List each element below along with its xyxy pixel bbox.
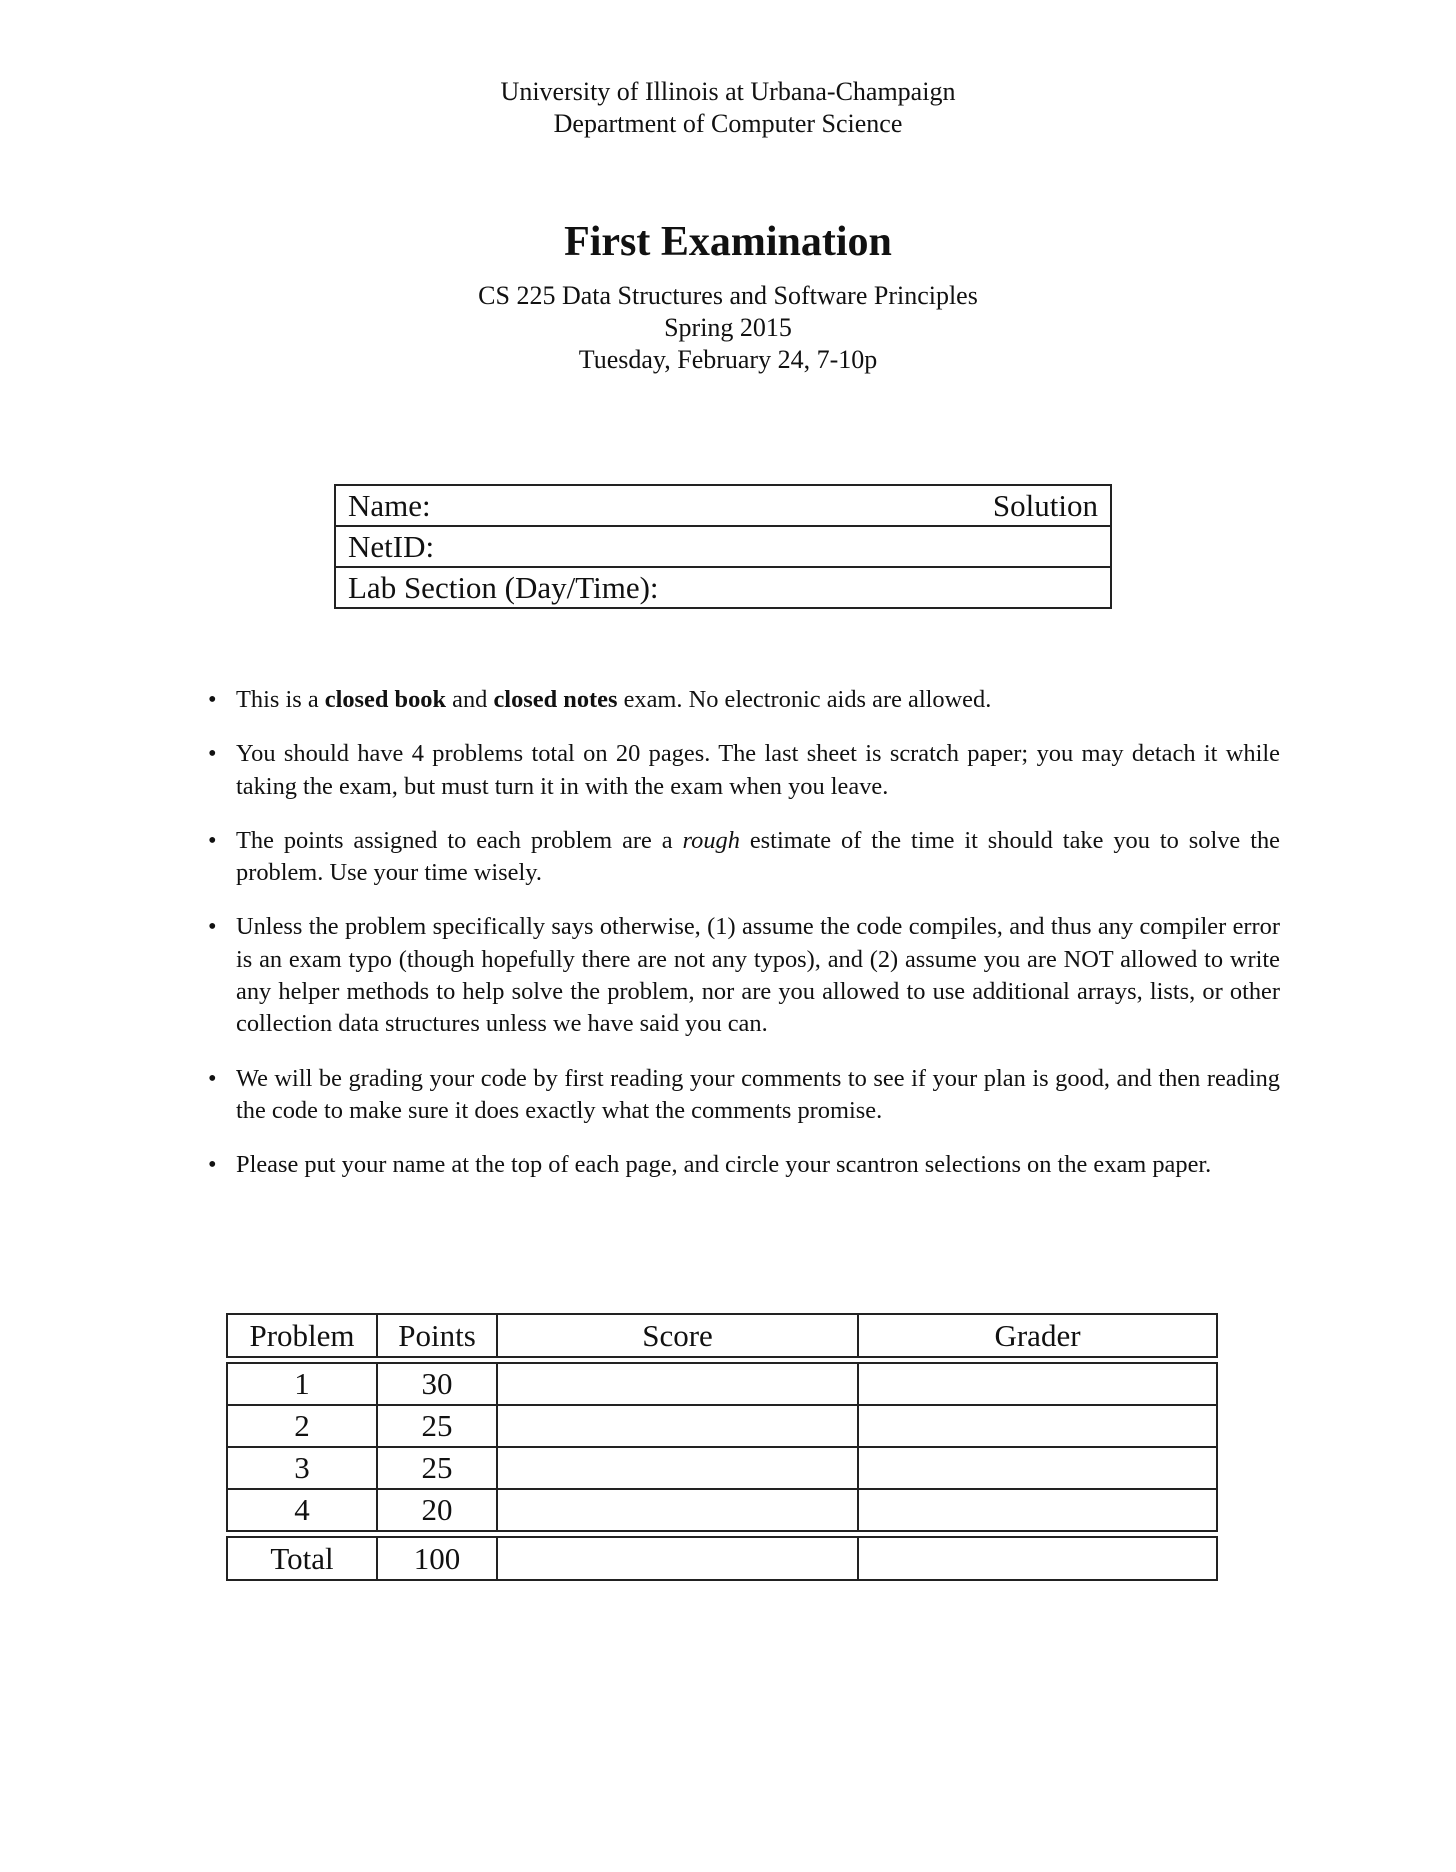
lab-section-row bbox=[335, 567, 1111, 608]
header-problem: Problem bbox=[226, 1313, 376, 1358]
total-label: Total bbox=[226, 1536, 376, 1581]
score-cell[interactable] bbox=[496, 1404, 857, 1446]
netid-field[interactable] bbox=[335, 526, 1111, 567]
table-row bbox=[226, 1488, 1218, 1532]
score-table-header bbox=[226, 1313, 1218, 1358]
grader-cell[interactable] bbox=[857, 1404, 1218, 1446]
total-points: 100 bbox=[376, 1536, 496, 1581]
table-row bbox=[226, 1446, 1218, 1488]
table-row bbox=[226, 1404, 1218, 1446]
score-table bbox=[226, 1313, 1218, 1581]
bullet-icon: • bbox=[208, 686, 217, 713]
instruction-item: • The points assigned to each problem are a rough estimate of the time it should take you to solve the problem. Use your time wisely. bbox=[208, 826, 1280, 887]
lab-section-label: Lab Section (Day/Time): bbox=[348, 569, 659, 605]
problem-points: 25 bbox=[376, 1404, 496, 1446]
exam-datetime: Tuesday, February 24, 7-10p bbox=[578, 345, 878, 374]
total-row bbox=[226, 1536, 1218, 1581]
problem-points: 20 bbox=[376, 1488, 496, 1532]
header-points: Points bbox=[376, 1313, 496, 1358]
problem-points: 25 bbox=[376, 1446, 496, 1488]
total-grader-cell[interactable] bbox=[857, 1536, 1218, 1581]
table-row bbox=[226, 1362, 1218, 1404]
grader-cell[interactable] bbox=[857, 1488, 1218, 1532]
netid-row bbox=[335, 526, 1111, 567]
exam-term: Spring 2015 bbox=[664, 313, 792, 342]
score-cell[interactable] bbox=[496, 1446, 857, 1488]
netid-label: NetID: bbox=[348, 528, 435, 564]
grader-cell[interactable] bbox=[857, 1362, 1218, 1404]
bullet-icon: • bbox=[208, 913, 217, 941]
bullet-icon: • bbox=[208, 1151, 217, 1179]
instruction-item: • You should have 4 problems total on 20 pages. The last sheet is scratch paper; you may detach it while taking the exam, but must turn it in with the exam when you leave. bbox=[208, 740, 1280, 800]
name-label: Name: bbox=[348, 487, 431, 523]
student-id-box bbox=[334, 484, 1112, 609]
grader-cell[interactable] bbox=[857, 1446, 1218, 1488]
instruction-item: • This is a closed book and closed notes exam. No electronic aids are allowed. bbox=[206, 684, 1280, 716]
instructions-list bbox=[206, 684, 1280, 1204]
problem-number: 1 bbox=[226, 1362, 376, 1404]
total-score-cell[interactable] bbox=[496, 1536, 857, 1581]
problem-number: 2 bbox=[226, 1404, 376, 1446]
instruction-item: • Unless the problem specifically says otherwise, (1) assume the code compiles, and thus any compiler error is an exam typo (though hopefully there are not any typos), and (2) assume you are NOT allowed to write any helper methods to help solve the problem, nor are you allowed to use additional arrays, lists, or other collection data structures unless we have said you can. bbox=[208, 913, 1280, 1038]
bullet-icon: • bbox=[208, 826, 217, 854]
name-row bbox=[335, 485, 1111, 526]
course-name: CS 225 Data Structures and Software Principles bbox=[478, 281, 978, 310]
problem-points: 30 bbox=[376, 1362, 496, 1404]
institution-name: University of Illinois at Urbana-Champaign bbox=[500, 77, 956, 106]
score-cell[interactable] bbox=[496, 1488, 857, 1532]
instruction-item: • Please put your name at the top of each page, and circle your scantron selections on the exam paper. bbox=[206, 1149, 1280, 1181]
department-name: Department of Computer Science bbox=[553, 109, 903, 138]
instruction-item: • We will be grading your code by first reading your comments to see if your plan is good, and then reading the code to make sure it does exactly what the comments promise. bbox=[208, 1064, 1280, 1124]
exam-title: First Examination bbox=[564, 219, 892, 265]
bullet-icon: • bbox=[208, 740, 217, 768]
problem-number: 4 bbox=[226, 1488, 376, 1532]
header-score: Score bbox=[496, 1313, 857, 1358]
header-grader: Grader bbox=[857, 1313, 1218, 1358]
score-cell[interactable] bbox=[496, 1362, 857, 1404]
lab-section-field[interactable] bbox=[335, 567, 1111, 608]
bullet-icon: • bbox=[208, 1064, 217, 1092]
problem-number: 3 bbox=[226, 1446, 376, 1488]
name-value: Solution bbox=[992, 487, 1098, 523]
name-field[interactable] bbox=[335, 485, 1111, 526]
